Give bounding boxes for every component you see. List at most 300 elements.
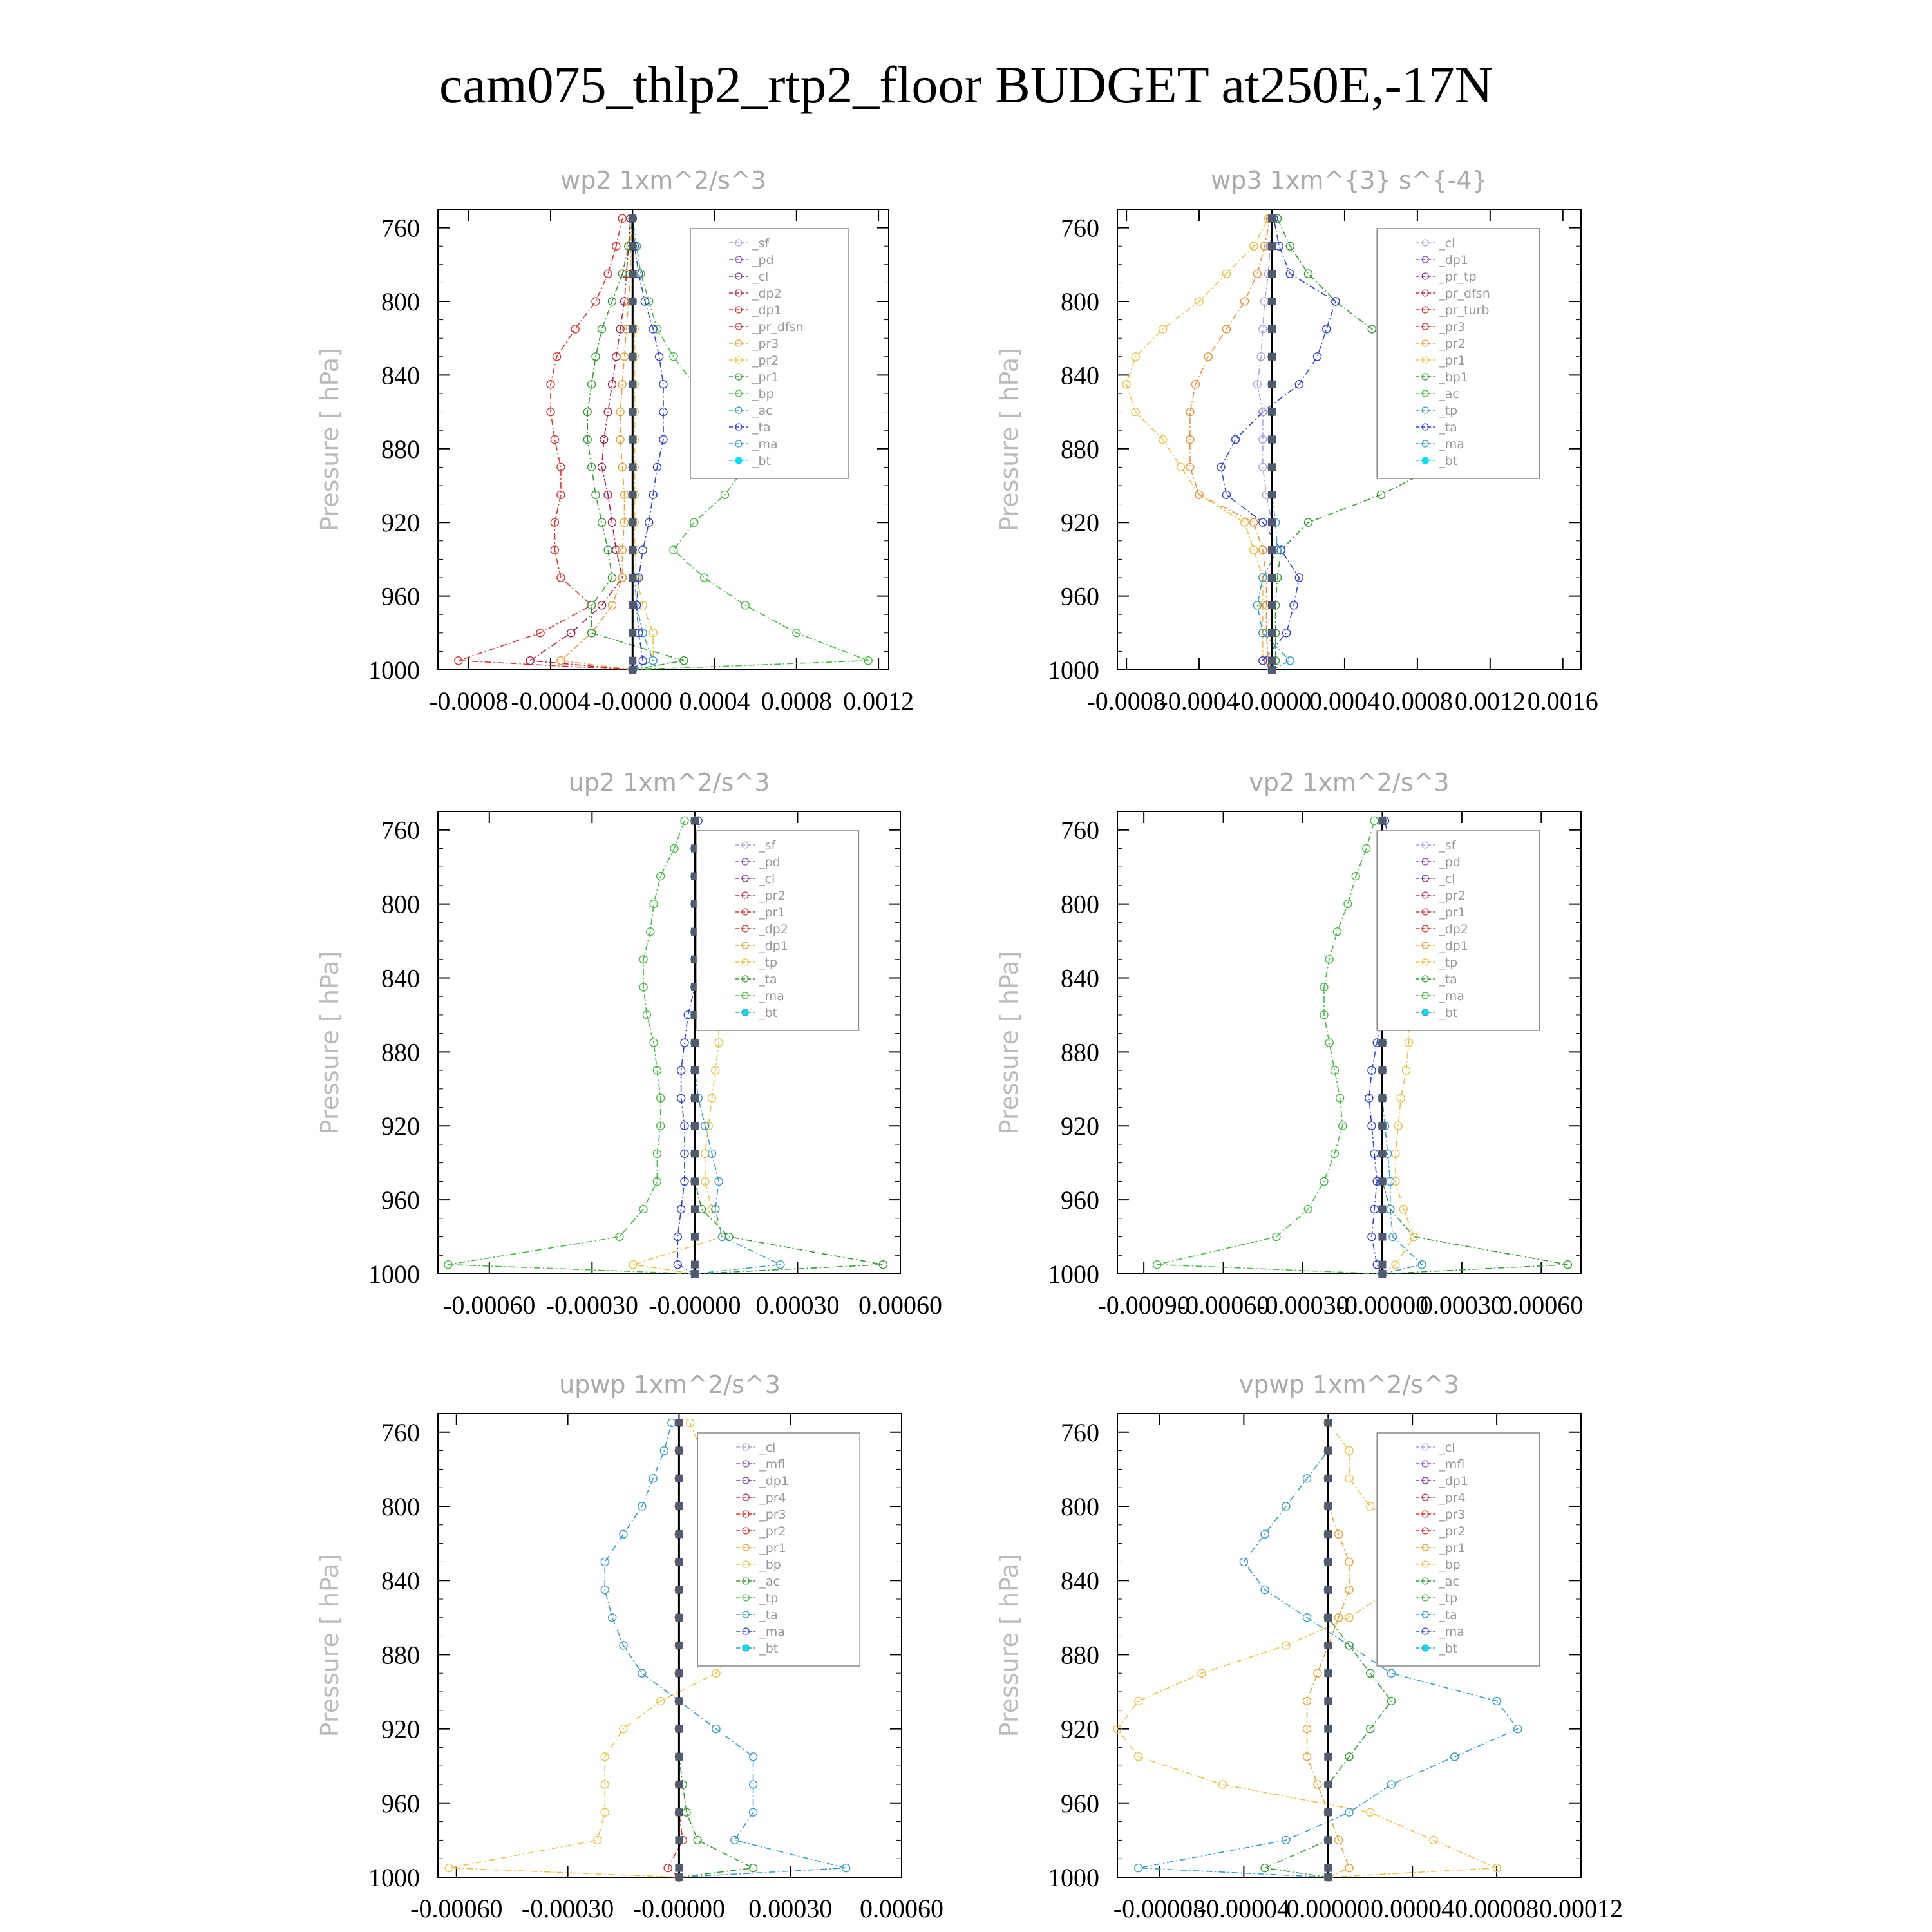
legend-label: _tp: [1439, 956, 1458, 970]
series-marker: [1186, 463, 1194, 471]
series-marker: [629, 657, 636, 665]
x-tick-label: -0.00004: [1197, 1894, 1291, 1923]
series-marker: [1268, 463, 1276, 471]
series-marker: [1283, 629, 1291, 637]
legend-label: _pr2: [1439, 889, 1466, 903]
y-tick-label: 880: [381, 1037, 420, 1067]
legend-label: _tp: [759, 956, 778, 970]
y-axis-label: Pressure [ hPa]: [316, 348, 344, 531]
y-tick-label: 760: [1061, 815, 1099, 845]
legend-label: _cl: [759, 872, 775, 886]
series-marker: [1268, 242, 1276, 250]
legend-label: _dp1: [1439, 1474, 1468, 1488]
x-tick-label: 0.0004: [679, 687, 750, 715]
legend-label: _pr3: [1439, 320, 1466, 334]
series-marker: [691, 1094, 699, 1102]
series-marker: [1314, 1669, 1321, 1677]
legend-label: _tp: [1439, 1591, 1458, 1605]
series-marker: [698, 1205, 706, 1213]
x-tick-label: -0.00008: [1113, 1894, 1206, 1923]
series-marker: [1268, 270, 1276, 278]
y-tick-label: 960: [381, 582, 420, 611]
x-tick-label: 0.00030: [748, 1894, 833, 1923]
x-tick-label: -0.00090: [1097, 1291, 1190, 1320]
series-marker: [1268, 214, 1276, 222]
series-marker: [675, 1642, 683, 1649]
legend-label: _dp1: [1439, 939, 1468, 953]
series-marker: [571, 325, 579, 333]
series-marker: [1387, 1781, 1395, 1788]
panel-title: upwp 1xm^2/s^3: [559, 1370, 781, 1399]
series-marker: [1324, 1669, 1332, 1677]
legend-label: _pd: [1439, 855, 1461, 869]
legend-label: _ac: [1439, 1575, 1459, 1589]
y-tick-label: 920: [1061, 508, 1099, 538]
panel-up2: [316, 768, 942, 1320]
legend-label: _tp: [1439, 404, 1458, 418]
series-marker: [629, 242, 636, 250]
series-marker: [1268, 408, 1276, 416]
y-tick-label: 760: [381, 213, 420, 243]
series-marker: [691, 1039, 699, 1046]
x-tick-label: -0.0008: [429, 687, 509, 715]
y-tick-label: 840: [1061, 361, 1099, 390]
series-marker: [675, 1447, 683, 1455]
x-tick-label: -0.00060: [1177, 1291, 1270, 1320]
series-marker: [675, 1864, 683, 1872]
series-marker: [1241, 298, 1249, 305]
series-marker: [731, 1836, 739, 1844]
series-marker: [1378, 1066, 1386, 1074]
legend-label: _cl: [759, 1441, 776, 1455]
series-marker: [629, 353, 636, 361]
legend-label: _pr1: [759, 905, 786, 920]
x-tick-label: 0.0008: [761, 687, 832, 715]
panel-title: vp2 1xm^2/s^3: [1249, 768, 1450, 797]
series-marker: [1286, 657, 1294, 665]
series-marker: [750, 1864, 757, 1872]
series-marker: [690, 518, 698, 526]
series-marker: [557, 574, 565, 582]
series-marker: [675, 1586, 683, 1594]
legend-label: _ta: [759, 972, 777, 987]
panel-vp2: [995, 768, 1583, 1320]
legend-label: _ta: [1439, 421, 1457, 435]
series-marker: [1367, 1502, 1374, 1510]
x-tick-label: -0.0004: [1159, 687, 1239, 715]
series-marker: [657, 873, 665, 880]
series-marker: [1378, 1177, 1386, 1185]
series-marker: [1135, 1697, 1142, 1705]
series-marker: [1378, 1039, 1386, 1046]
panel-upwp: [316, 1370, 943, 1923]
legend-label: _sf: [1439, 838, 1456, 853]
x-tick-label: 0.00012: [1539, 1894, 1623, 1923]
series-marker: [649, 629, 657, 637]
series-marker: [598, 325, 606, 333]
y-tick-label: 880: [1061, 1037, 1099, 1067]
legend-marker: [742, 1009, 748, 1016]
y-tick-label: 840: [1061, 1566, 1099, 1596]
legend-marker: [735, 457, 742, 464]
legend-label: _pr_dfsn: [1439, 287, 1490, 301]
series-marker: [1275, 242, 1283, 250]
series-marker: [1268, 574, 1276, 582]
series-marker: [1325, 1039, 1333, 1046]
series-marker: [1324, 1558, 1332, 1566]
legend-label: _bt: [1439, 1642, 1458, 1656]
legend-label: _dp1: [759, 939, 788, 953]
x-tick-label: -0.0004: [511, 687, 591, 715]
series-marker: [1333, 928, 1341, 936]
series-marker: [629, 381, 636, 388]
x-tick-label: -0.0000: [592, 687, 672, 715]
series-marker: [694, 1836, 701, 1844]
series-marker: [638, 1669, 646, 1677]
series-marker: [629, 491, 636, 498]
y-tick-label: 920: [1061, 1714, 1099, 1744]
y-tick-label: 800: [1061, 889, 1099, 919]
x-tick-label: 0.00060: [858, 1291, 942, 1320]
series-marker: [1250, 518, 1258, 526]
series-marker: [1232, 436, 1240, 444]
series-marker: [629, 298, 636, 305]
series-marker: [629, 666, 636, 674]
legend-label: _cl: [1439, 1441, 1455, 1455]
series-marker: [675, 1419, 683, 1426]
series-marker: [1324, 1586, 1332, 1594]
legend-label: _dp2: [752, 287, 782, 301]
series-marker: [1324, 1614, 1332, 1622]
legend-label: _mfl: [1439, 1457, 1465, 1472]
series-marker: [691, 1122, 699, 1130]
series-marker: [687, 1419, 694, 1426]
series-marker: [1344, 900, 1352, 908]
series-marker: [691, 1150, 699, 1157]
legend-label: _sf: [759, 838, 776, 853]
series-marker: [1370, 817, 1378, 824]
legend-label: _dp1: [759, 1474, 789, 1488]
legend-label: _ma: [759, 1625, 785, 1639]
legend-label: _dp1: [1439, 253, 1468, 267]
series-marker: [691, 1261, 699, 1269]
y-axis-label: Pressure [ hPa]: [995, 1553, 1023, 1738]
y-axis-label: Pressure [ hPa]: [995, 951, 1023, 1135]
legend-label: _pr_tp: [1439, 270, 1477, 284]
y-tick-label: 1000: [1048, 656, 1099, 685]
y-tick-label: 760: [1061, 213, 1099, 243]
y-tick-label: 800: [381, 287, 420, 316]
legend-label: _bt: [759, 1006, 778, 1020]
y-tick-label: 920: [1061, 1112, 1099, 1141]
legend-label: _dp1: [752, 303, 782, 317]
x-tick-label: 0.0016: [1527, 687, 1598, 715]
series-marker: [629, 629, 636, 637]
series-marker: [691, 1233, 699, 1241]
y-tick-label: 800: [381, 1492, 420, 1521]
series-marker: [629, 214, 636, 222]
legend-marker: [1422, 457, 1428, 464]
y-tick-label: 960: [381, 1788, 420, 1818]
legend-label: _pr1: [759, 1541, 786, 1555]
y-tick-label: 920: [381, 1714, 420, 1744]
series-marker: [1324, 1836, 1332, 1844]
y-tick-label: 880: [381, 1640, 420, 1670]
y-tick-label: 1000: [368, 1863, 420, 1892]
series-marker: [1323, 325, 1331, 333]
series-marker: [681, 817, 688, 824]
legend-marker: [743, 1645, 749, 1651]
legend-label: _pr1: [752, 370, 779, 384]
series-marker: [670, 546, 677, 554]
series-line: [448, 820, 695, 1274]
legend-label: _cl: [752, 270, 769, 284]
series-marker: [1268, 629, 1276, 637]
series-marker: [1250, 546, 1258, 554]
series-marker: [750, 1753, 757, 1761]
panel-wp2: [316, 166, 914, 715]
x-tick-label: -0.00000: [632, 1894, 726, 1923]
legend-label: _dp2: [1439, 922, 1468, 936]
series-marker: [1378, 1094, 1386, 1102]
legend-label: _bt: [1439, 454, 1458, 468]
panel-vpwp: [995, 1370, 1623, 1923]
x-tick-label: 0.00000: [1286, 1894, 1370, 1923]
x-tick-label: 0.00060: [1499, 1291, 1584, 1320]
panel-title: wp2 1xm^2/s^3: [560, 166, 766, 194]
series-marker: [629, 408, 636, 416]
series-marker: [675, 1502, 683, 1510]
y-axis-label: Pressure [ hPa]: [995, 348, 1023, 531]
series-marker: [1324, 1419, 1332, 1426]
series-marker: [1378, 1270, 1386, 1278]
legend-marker: [1422, 1645, 1428, 1651]
series-marker: [629, 1261, 637, 1269]
legend-label: _pr_dfsn: [752, 320, 804, 334]
series-marker: [701, 574, 708, 582]
series-marker: [675, 1781, 683, 1788]
series-marker: [1268, 353, 1276, 361]
legend-label: _bp1: [1439, 370, 1468, 384]
x-tick-label: 0.00030: [755, 1291, 840, 1320]
series-marker: [1324, 1725, 1332, 1733]
x-tick-label: 0.0008: [1381, 687, 1453, 715]
y-tick-label: 960: [1061, 582, 1099, 611]
legend-label: _pr2: [1439, 1524, 1466, 1539]
y-tick-label: 920: [381, 508, 420, 538]
series-marker: [691, 1205, 699, 1213]
series-marker: [1268, 298, 1276, 305]
series-marker: [1268, 546, 1276, 554]
series-marker: [1268, 601, 1276, 609]
series-marker: [1268, 491, 1276, 498]
legend-label: _ma: [1439, 437, 1464, 451]
series-marker: [1268, 657, 1276, 665]
series-marker: [675, 1873, 683, 1881]
series-marker: [1387, 1669, 1395, 1677]
legend-label: _cl: [1439, 236, 1455, 251]
legend-label: _bp: [752, 387, 774, 401]
series-marker: [670, 353, 677, 361]
series-marker: [1324, 1864, 1332, 1872]
legend-label: _ta: [1439, 1608, 1457, 1622]
legend-label: _pr_turb: [1439, 303, 1490, 317]
series-marker: [691, 817, 699, 824]
series-line: [561, 218, 632, 670]
legend-label: _ta: [759, 1608, 778, 1622]
panel-title: vpwp 1xm^2/s^3: [1238, 1370, 1460, 1399]
series-marker: [675, 1558, 683, 1566]
series-marker: [1268, 325, 1276, 333]
y-tick-label: 800: [1061, 287, 1099, 316]
x-tick-label: -0.00000: [649, 1291, 741, 1320]
legend-label: _pr1: [1439, 1541, 1466, 1555]
series-marker: [1324, 1781, 1332, 1788]
series-marker: [629, 325, 636, 333]
x-tick-label: 0.00008: [1455, 1894, 1539, 1923]
legend-label: _cl: [1439, 872, 1455, 886]
legend-label: _pr1: [1439, 354, 1466, 368]
y-tick-label: 1000: [1048, 1863, 1099, 1892]
series-marker: [567, 629, 575, 637]
legend-label: _bp: [1439, 1558, 1461, 1572]
legend-label: _bt: [1439, 1006, 1458, 1020]
series-marker: [1331, 1066, 1338, 1074]
series-marker: [1253, 270, 1261, 278]
legend-label: _bp: [759, 1558, 781, 1572]
series-marker: [1324, 1808, 1332, 1816]
series-marker: [1268, 518, 1276, 526]
series-marker: [629, 601, 636, 609]
series-marker: [1268, 666, 1276, 674]
legend-label: _ta: [752, 421, 771, 435]
x-tick-label: 0.0012: [1454, 687, 1526, 715]
y-tick-label: 760: [381, 815, 420, 845]
series-marker: [1378, 1261, 1386, 1269]
series-line: [1126, 218, 1272, 670]
legend-label: _ma: [1439, 989, 1464, 1003]
series-marker: [1324, 1753, 1332, 1761]
legend-label: _dp2: [759, 922, 788, 936]
x-tick-label: 0.0004: [1309, 687, 1380, 715]
series-marker: [604, 270, 612, 278]
y-axis-label: Pressure [ hPa]: [316, 1553, 344, 1738]
series-marker: [1324, 1873, 1332, 1881]
legend-label: _pr2: [759, 889, 786, 903]
legend-label: _bt: [752, 454, 772, 468]
panel-wp3: [995, 166, 1598, 715]
y-tick-label: 1000: [368, 656, 420, 685]
legend-label: _ta: [1439, 972, 1457, 987]
x-tick-label: -0.00000: [1336, 1291, 1429, 1320]
y-tick-label: 840: [1061, 963, 1099, 993]
series-marker: [1324, 1447, 1332, 1455]
y-tick-label: 880: [1061, 434, 1099, 464]
y-tick-label: 920: [381, 1112, 420, 1141]
series-marker: [1324, 1642, 1332, 1649]
series-marker: [1304, 270, 1312, 278]
x-tick-label: -0.0008: [1086, 687, 1166, 715]
legend-label: _ac: [1439, 387, 1459, 401]
x-tick-label: -0.0000: [1232, 687, 1312, 715]
series-line: [632, 218, 663, 670]
legend-label: _pr2: [752, 354, 779, 368]
y-tick-label: 800: [1061, 1492, 1099, 1521]
panel-title: up2 1xm^2/s^3: [568, 768, 770, 797]
legend-label: _ac: [752, 404, 773, 418]
series-marker: [1314, 353, 1321, 361]
series-marker: [629, 270, 636, 278]
series-marker: [1378, 1122, 1386, 1130]
series-marker: [675, 1530, 683, 1538]
series-marker: [691, 1270, 699, 1278]
legend-label: _mfl: [759, 1457, 786, 1472]
legend-label: _pr4: [759, 1491, 786, 1505]
series-marker: [629, 463, 636, 471]
series-marker: [1345, 1475, 1353, 1482]
series-marker: [1177, 463, 1185, 471]
series-marker: [675, 1614, 683, 1622]
x-tick-label: 0.00030: [1419, 1291, 1504, 1320]
legend-label: _ma: [1439, 1625, 1464, 1639]
series-marker: [1378, 1205, 1386, 1213]
series-marker: [1324, 1530, 1332, 1538]
y-tick-label: 880: [381, 434, 420, 464]
y-tick-label: 800: [381, 889, 420, 919]
series-marker: [629, 546, 636, 554]
x-tick-label: 0.00060: [860, 1894, 943, 1923]
y-tick-label: 960: [1061, 1186, 1099, 1215]
x-tick-label: -0.00030: [1256, 1291, 1349, 1320]
series-marker: [675, 1725, 683, 1733]
legend-label: _ac: [759, 1575, 780, 1589]
series-line: [459, 218, 633, 670]
y-tick-label: 760: [1061, 1417, 1099, 1447]
series-marker: [691, 1177, 699, 1185]
legend-label: _ma: [752, 437, 778, 451]
series-marker: [1378, 817, 1386, 824]
legend-label: _pd: [752, 253, 774, 267]
series-marker: [656, 353, 663, 361]
y-tick-label: 960: [381, 1186, 420, 1215]
legend-label: _pr3: [752, 337, 779, 351]
y-tick-label: 840: [381, 361, 420, 390]
series-marker: [629, 518, 636, 526]
series-marker: [675, 1697, 683, 1705]
series-line: [1157, 820, 1383, 1274]
legend-marker: [1422, 1009, 1428, 1016]
series-marker: [1268, 436, 1276, 444]
y-axis-label: Pressure [ hPa]: [316, 951, 344, 1135]
series-marker: [1268, 381, 1276, 388]
x-tick-label: 0.0012: [843, 687, 914, 715]
series-marker: [1324, 1697, 1332, 1705]
series-marker: [691, 1066, 699, 1074]
series-marker: [1324, 1475, 1332, 1482]
y-tick-label: 1000: [1048, 1260, 1099, 1289]
y-tick-label: 880: [1061, 1640, 1099, 1670]
legend-label: _tp: [759, 1591, 779, 1605]
series-marker: [675, 1836, 683, 1844]
y-tick-label: 1000: [368, 1260, 420, 1289]
legend-label: _pr3: [1439, 1508, 1466, 1522]
y-tick-label: 840: [381, 963, 420, 993]
panel-title: wp3 1xm^{3} s^{-4}: [1211, 166, 1488, 194]
legend-label: _ma: [759, 989, 784, 1003]
series-marker: [1222, 491, 1230, 498]
x-tick-label: -0.00030: [521, 1894, 614, 1923]
series-marker: [675, 1669, 683, 1677]
